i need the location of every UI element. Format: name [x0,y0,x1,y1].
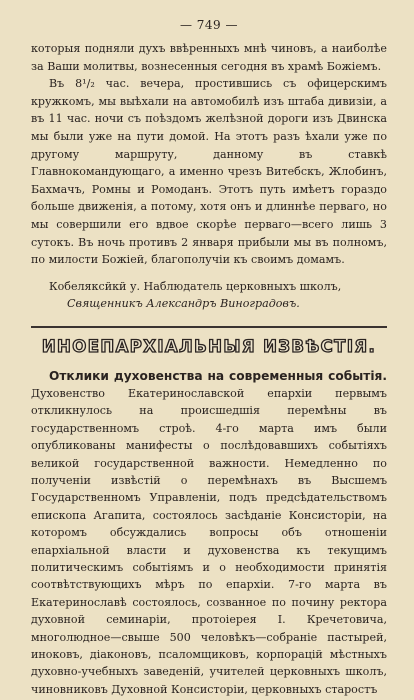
signature-block [31,278,387,313]
signature-position: Кобеляксйкй у. Наблюдатель церковныхъ школъ, [49,279,342,293]
paragraph-journey: Въ 8¹/₂ час. вечера, простившись съ офицерскимъ кружкомъ, мы выѣхали на автомобилѣ изъ штаба дивизіи, а въ 11 час. ночи съ поѣздомъ желѣзной дороги изъ Двинска мы были уже на пути домой. На этотъ разъ ѣхали уже по другому маршруту, данному въ ставкѣ Главнокомандующаго, а именно чрезъ Витебскъ, Жлобинъ, Бахмачъ, Ромны и Ромоданъ. Этотъ путь имѣетъ гораздо больше движенія, а потому, хотя онъ и длиннѣе перваго, но мы совершили его вдвое скорѣе перваго—всего лишь 3 сутокъ. Въ ночь противъ 2 января прибыли мы въ полномъ, по милости Божіей, благополучіи къ своимъ домамъ. [31,77,387,267]
section-divider [31,326,387,328]
paragraph-continuation: которыя подняли духъ ввѣренныхъ мнѣ чиновъ, а наиболѣе за Ваши молитвы, вознесенныя сегодня въ храмѣ Божіемъ. [31,42,387,73]
article-title: Отклики духовенства на современныя событія. [49,368,387,383]
page-number: — 749 — [179,18,239,32]
article-body: Духовенство Екатеринославской епархіи первымъ откликнулось на происшедшія перемѣны въ государственномъ строѣ. 4-го марта имъ были опубликованы манифесты о послѣдовавшихъ событіяхъ великой государственной важности. Немедленно по полученіи извѣстій о перемѣнахъ въ Высшемъ Государственномъ Управленіи, подъ предсѣдательствомъ епископа Агапита, состоялось засѣданіе Консисторіи, на которомъ обсуждались вопросы объ отношеніи епархіальной власти и духовенства къ текущимъ политическимъ событіямъ и о необходимости принятія соотвѣтствующихъ мѣръ по епархіи. 7-го марта въ Екатеринославѣ состоялось, созванное по почину ректора духовной семинаріи, протоіерея І. Кречетовича, многолюдное—свыше 500 человѣкъ—собраніе пастырей, иноковъ, діаконовъ, псаломщиковъ, корпорацій мѣстныхъ духовно-учебныхъ заведеній, учителей церковныхъ школъ, чиновниковъ Духовной Консисторіи, церковныхъ старостъ [31,386,387,696]
article-paragraph [31,368,387,699]
section-heading: ИНОЕПАРХІАЛЬНЫЯ ИЗВѢСТІЯ. [41,336,377,356]
signature-name: Священникъ Александръ Виноградовъ. [67,297,300,311]
